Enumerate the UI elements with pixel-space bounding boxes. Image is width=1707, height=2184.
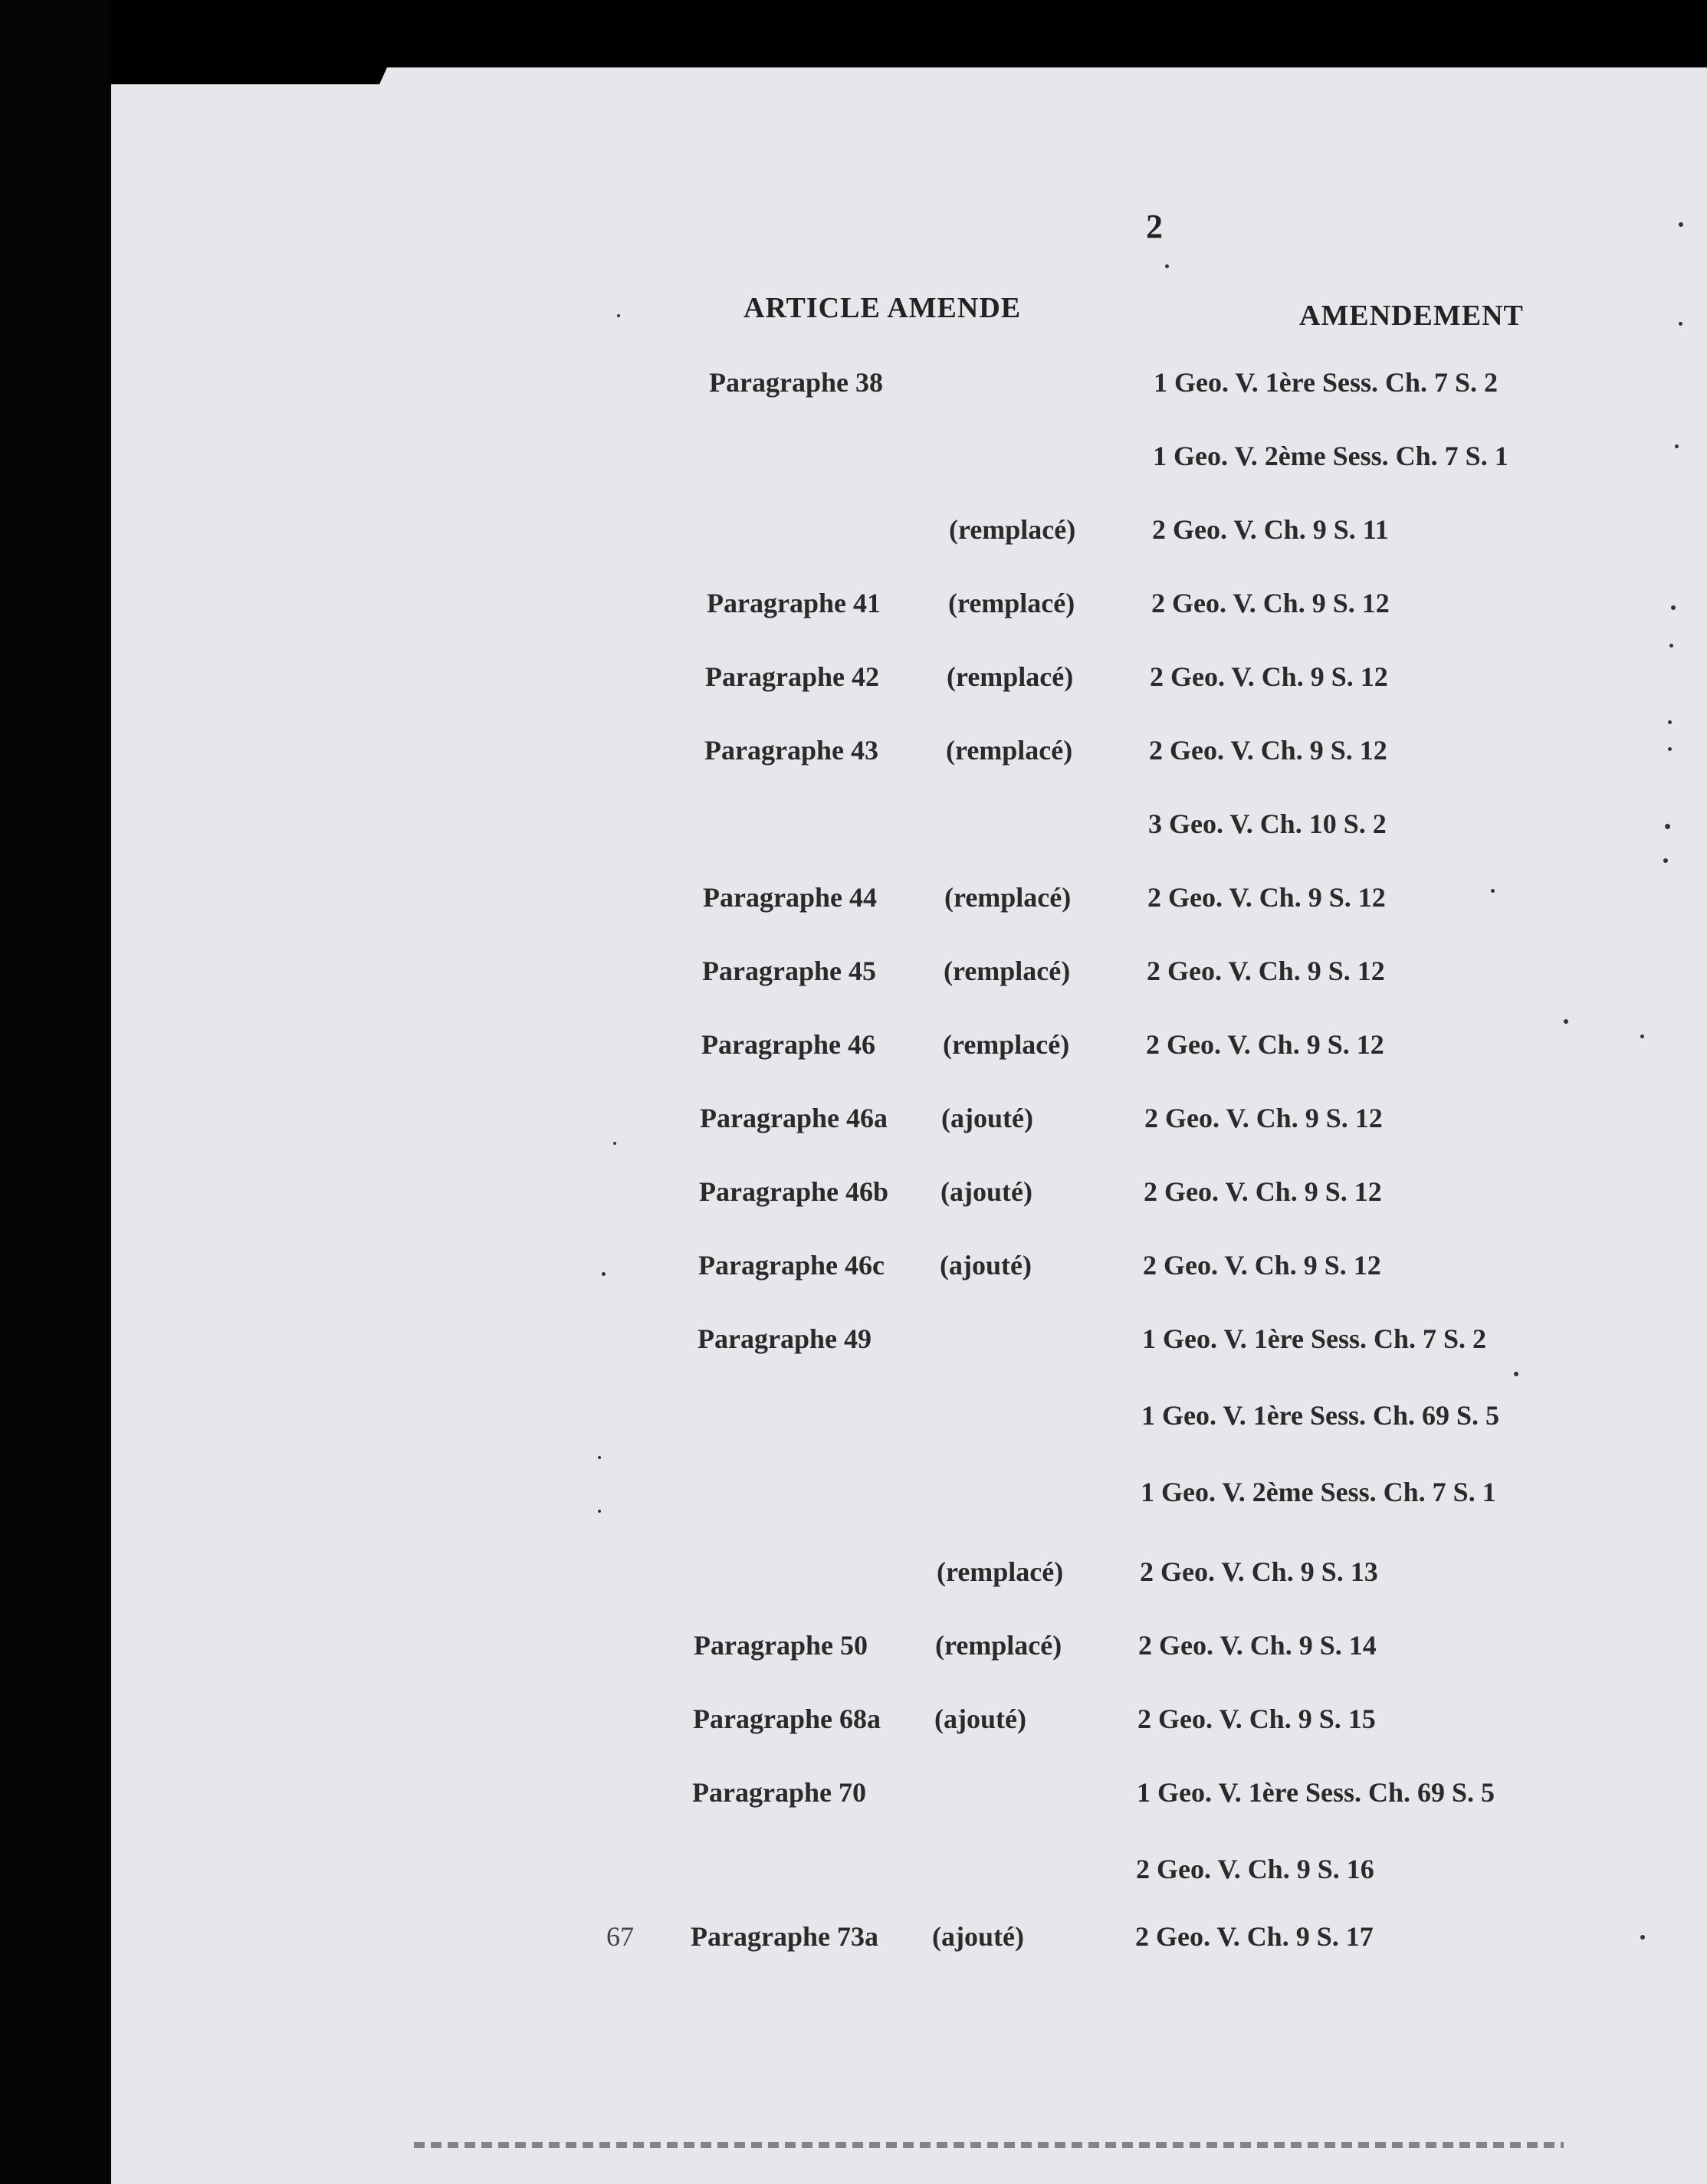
table-row	[0, 1776, 1707, 1822]
amendment-cell: 2 Geo. V. Ch. 9 S. 12	[1146, 1029, 1384, 1060]
article-cell: Paragraphe 38	[709, 367, 883, 398]
article-cell: Paragraphe 46	[701, 1029, 875, 1060]
amendment-cell: 1 Geo. V. 1ère Sess. Ch. 7 S. 2	[1154, 367, 1499, 398]
scan-speck	[598, 1510, 601, 1513]
scan-speck	[1679, 322, 1682, 326]
status-cell: (remplacé)	[944, 956, 1071, 986]
amendment-cell: 2 Geo. V. Ch. 9 S. 17	[1135, 1921, 1374, 1952]
status-cell: (ajouté)	[932, 1921, 1024, 1952]
scan-speck	[1491, 889, 1495, 893]
table-row	[0, 1853, 1707, 1899]
table-row	[0, 366, 1707, 412]
article-cell: Paragraphe 41	[707, 588, 881, 618]
article-cell: Paragraphe 70	[692, 1777, 866, 1808]
table-row	[0, 1028, 1707, 1074]
table-row	[0, 808, 1707, 854]
amendment-cell: 2 Geo. V. Ch. 9 S. 16	[1136, 1854, 1374, 1884]
article-cell: Paragraphe 46a	[700, 1103, 888, 1133]
table-row	[0, 1249, 1707, 1295]
table-row	[0, 587, 1707, 633]
amendment-cell: 2 Geo. V. Ch. 9 S. 12	[1144, 1176, 1382, 1207]
article-cell: Paragraphe 43	[704, 735, 878, 766]
article-cell: Paragraphe 45	[702, 956, 876, 986]
article-cell: Paragraphe 68a	[693, 1704, 881, 1734]
amendment-cell: 1 Geo. V. 2ème Sess. Ch. 7 S. 1	[1153, 441, 1508, 471]
amendment-cell: 2 Geo. V. Ch. 9 S. 11	[1152, 514, 1389, 545]
table-row	[0, 1102, 1707, 1148]
amendment-cell: 1 Geo. V. 1ère Sess. Ch. 69 S. 5	[1141, 1400, 1500, 1431]
scan-speck	[1663, 858, 1668, 863]
scan-speck	[1671, 605, 1676, 610]
article-cell: Paragraphe 49	[698, 1323, 872, 1354]
table-row	[0, 513, 1707, 559]
table-row	[0, 881, 1707, 927]
status-cell: (ajouté)	[940, 1176, 1032, 1207]
table-row	[0, 1476, 1707, 1522]
scan-artifact-bar	[414, 2142, 1564, 2148]
amendment-cell: 2 Geo. V. Ch. 9 S. 12	[1149, 735, 1387, 766]
status-cell: (remplacé)	[944, 882, 1072, 913]
scan-speck	[1564, 1019, 1568, 1024]
table-row	[0, 955, 1707, 1001]
table-row	[0, 1399, 1707, 1445]
table-row	[0, 1629, 1707, 1675]
amendment-cell: 2 Geo. V. Ch. 9 S. 15	[1137, 1704, 1376, 1734]
status-cell: (ajouté)	[941, 1103, 1033, 1133]
scan-speck	[617, 314, 620, 317]
page-number: 2	[1146, 208, 1163, 245]
scan-speck	[1640, 1035, 1644, 1038]
article-cell: Paragraphe 46b	[699, 1176, 888, 1207]
status-cell: (ajouté)	[934, 1704, 1026, 1734]
scan-speck	[1640, 1935, 1645, 1940]
status-cell: (ajouté)	[940, 1250, 1032, 1281]
amendment-cell: 2 Geo. V. Ch. 9 S. 12	[1147, 956, 1385, 986]
scan-speck	[613, 1142, 616, 1145]
scan-speck	[602, 1272, 606, 1276]
table-row	[0, 734, 1707, 780]
article-cell: Paragraphe 50	[694, 1630, 868, 1661]
table-row	[0, 440, 1707, 486]
amendment-cell: 3 Geo. V. Ch. 10 S. 2	[1148, 808, 1387, 839]
scan-speck	[1679, 222, 1683, 227]
article-column-header: ARTICLE AMENDE	[744, 292, 1022, 324]
amendment-cell: 2 Geo. V. Ch. 9 S. 12	[1150, 661, 1388, 692]
table-row	[0, 1176, 1707, 1222]
amendment-cell: 2 Geo. V. Ch. 9 S. 14	[1138, 1630, 1377, 1661]
amendment-cell: 1 Geo. V. 1ère Sess. Ch. 7 S. 2	[1142, 1323, 1487, 1354]
scan-speck	[1668, 720, 1672, 724]
amendment-column-header: AMENDEMENT	[1299, 300, 1524, 332]
status-cell: (remplacé)	[947, 661, 1074, 692]
table-row	[0, 1323, 1707, 1369]
scan-speck	[1668, 747, 1672, 751]
article-cell: Paragraphe 46c	[698, 1250, 885, 1281]
amendment-cell: 2 Geo. V. Ch. 9 S. 12	[1144, 1103, 1383, 1133]
article-cell: Paragraphe 73a	[691, 1921, 878, 1952]
status-cell: (remplacé)	[943, 1029, 1070, 1060]
table-row	[0, 1556, 1707, 1602]
table-row	[0, 661, 1707, 707]
status-cell: (remplacé)	[948, 588, 1075, 618]
article-cell: Paragraphe 42	[705, 661, 879, 692]
amendment-cell: 2 Geo. V. Ch. 9 S. 12	[1147, 882, 1386, 913]
status-cell: (remplacé)	[949, 514, 1076, 545]
amendment-cell: 1 Geo. V. 1ère Sess. Ch. 69 S. 5	[1137, 1777, 1495, 1808]
status-cell: (remplacé)	[946, 735, 1073, 766]
amendment-cell: 2 Geo. V. Ch. 9 S. 12	[1151, 588, 1390, 618]
scan-speck	[598, 1456, 601, 1459]
article-cell: Paragraphe 44	[703, 882, 877, 913]
table-row	[0, 1920, 1707, 1966]
amendment-cell: 2 Geo. V. Ch. 9 S. 12	[1143, 1250, 1381, 1281]
scan-speck	[1675, 444, 1679, 448]
amendment-cell: 1 Geo. V. 2ème Sess. Ch. 7 S. 1	[1141, 1477, 1496, 1507]
table-row	[0, 1703, 1707, 1749]
status-cell: (remplacé)	[935, 1630, 1062, 1661]
scan-speck	[1165, 264, 1169, 268]
scan-speck	[1669, 644, 1673, 648]
status-cell: (remplacé)	[937, 1556, 1064, 1587]
margin-number: 67	[606, 1921, 634, 1952]
amendment-cell: 2 Geo. V. Ch. 9 S. 13	[1140, 1556, 1378, 1587]
scan-speck	[1514, 1372, 1518, 1376]
scan-speck	[1665, 824, 1670, 829]
